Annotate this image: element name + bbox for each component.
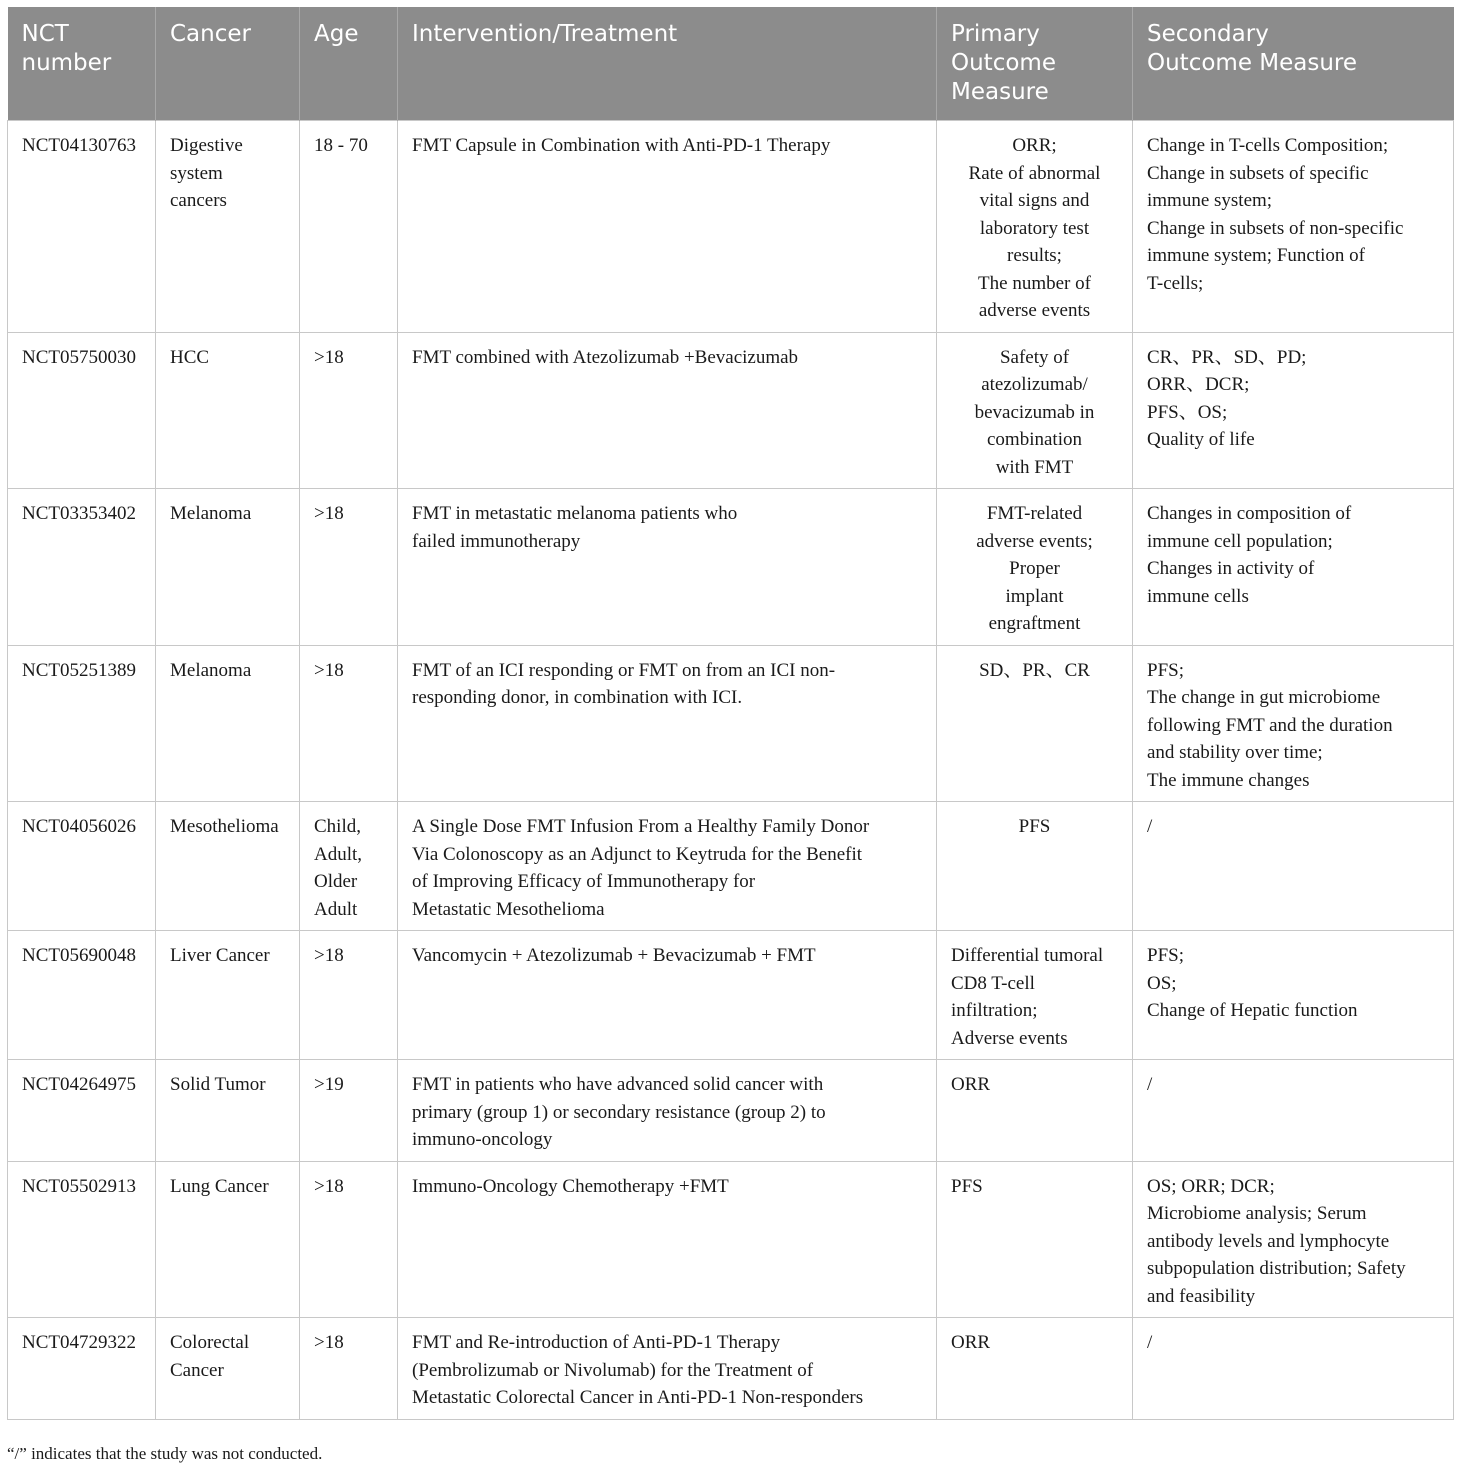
- cell-line: Lung Cancer: [170, 1175, 269, 1197]
- cell-line: The change in gut microbiome: [1147, 687, 1381, 708]
- cell-intervention: [398, 1161, 937, 1318]
- cell-line: of Improving Efficacy of Immunotherapy for: [412, 871, 756, 892]
- table-row: [8, 802, 1454, 931]
- cell-line: >18: [314, 659, 344, 681]
- header-age: [300, 7, 398, 121]
- cell-line: >18: [314, 1332, 344, 1353]
- cell-line: cancers: [170, 190, 227, 211]
- cell-primary-outcome: [937, 931, 1133, 1060]
- cell-nct-number: [8, 1161, 156, 1318]
- cell-cancer: [156, 1161, 300, 1318]
- cell-age: [300, 802, 398, 931]
- cell-line: primary (group 1) or secondary resistance (group 2) to: [412, 1101, 826, 1123]
- cell-secondary-outcome: [1133, 489, 1454, 646]
- cell-line: Changes in composition of: [1147, 503, 1352, 524]
- cell-line: Microbiome analysis; Serum: [1147, 1203, 1367, 1224]
- cell-line: Mesothelioma: [170, 816, 279, 837]
- cell-line: responding donor, in combination with ICI.: [412, 687, 743, 708]
- cell-line: Metastatic Colorectal Cancer in Anti-PD-1 Non-responders: [412, 1387, 864, 1408]
- cell-intervention: [398, 332, 937, 489]
- table-row: [8, 1161, 1454, 1318]
- cell-intervention: [398, 645, 937, 802]
- cell-line: combination: [987, 429, 1082, 450]
- cell-line: Vancomycin + Atezolizumab + Bevacizumab + FMT: [412, 945, 816, 966]
- cell-secondary-outcome: [1133, 1318, 1454, 1420]
- header-line: Outcome: [951, 50, 1056, 76]
- cell-line: SD、PR、CR: [979, 659, 1090, 681]
- cell-line: subpopulation distribution; Safety: [1147, 1258, 1406, 1279]
- header-line: Secondary: [1147, 21, 1269, 47]
- cell-line: 18 - 70: [314, 135, 368, 156]
- cell-primary-outcome: [937, 1060, 1133, 1162]
- cell-line: Child,: [314, 816, 361, 837]
- cell-line: ORR、DCR;: [1147, 374, 1250, 395]
- cell-primary-outcome: [937, 489, 1133, 646]
- table-row: [8, 1060, 1454, 1162]
- cell-line: ORR;: [1012, 135, 1057, 156]
- cell-intervention: [398, 931, 937, 1060]
- cell-line: ORR: [951, 1332, 991, 1353]
- cell-line: Changes in activity of: [1147, 558, 1315, 579]
- cell-cancer: [156, 1318, 300, 1420]
- table-row: [8, 1318, 1454, 1420]
- cell-line: Adult,: [314, 843, 363, 865]
- cell-line: >18: [314, 945, 344, 966]
- cell-age: [300, 332, 398, 489]
- cell-line: A Single Dose FMT Infusion From a Healthy Family Donor: [412, 816, 870, 837]
- cell-line: implant: [1005, 585, 1064, 607]
- cell-nct-number: [8, 121, 156, 333]
- header-primary-outcome: [937, 7, 1133, 121]
- footnote: “/” indicates that the study was not conducted.: [7, 1444, 323, 1463]
- cell-nct-number: [8, 1060, 156, 1162]
- cell-line: failed immunotherapy: [412, 530, 581, 552]
- cell-line: Quality of life: [1147, 429, 1255, 450]
- cell-line: HCC: [170, 346, 210, 368]
- table-row: [8, 121, 1454, 333]
- header-line: Outcome Measure: [1147, 50, 1358, 76]
- cell-line: adverse events;: [976, 530, 1093, 552]
- cell-line: FMT-related: [986, 503, 1083, 524]
- cell-primary-outcome: [937, 802, 1133, 931]
- cell-line: Solid Tumor: [170, 1074, 266, 1095]
- cell-line: antibody levels and lymphocyte: [1147, 1230, 1390, 1252]
- cell-line: OS;: [1147, 972, 1177, 994]
- cell-line: FMT in metastatic melanoma patients who: [412, 503, 738, 524]
- cell-secondary-outcome: [1133, 1060, 1454, 1162]
- cell-line: Adult: [314, 898, 358, 920]
- header-line: number: [21, 50, 112, 76]
- header-cancer: [156, 7, 300, 121]
- cell-line: T-cells;: [1147, 272, 1204, 294]
- table-container: [7, 7, 1453, 1420]
- header-line: Measure: [951, 79, 1049, 105]
- cell-line: NCT04056026: [22, 816, 136, 837]
- cell-line: CR、PR、SD、PD;: [1147, 346, 1307, 368]
- cell-line: PFS: [1018, 816, 1051, 837]
- cell-line: ORR: [951, 1074, 991, 1095]
- cell-nct-number: [8, 802, 156, 931]
- cell-line: FMT and Re-introduction of Anti-PD-1 Therapy: [412, 1332, 781, 1353]
- cell-intervention: [398, 1060, 937, 1162]
- cell-line: infiltration;: [951, 1000, 1038, 1021]
- cell-age: [300, 1060, 398, 1162]
- cell-line: Change in T-cells Composition;: [1147, 135, 1389, 156]
- cell-line: PFS;: [1147, 659, 1184, 681]
- cell-nct-number: [8, 931, 156, 1060]
- cell-line: and stability over time;: [1147, 742, 1323, 763]
- cell-primary-outcome: [937, 121, 1133, 333]
- cell-line: with FMT: [995, 456, 1074, 478]
- cell-line: PFS: [951, 1175, 983, 1197]
- table-row: [8, 332, 1454, 489]
- table-row: [8, 931, 1454, 1060]
- cell-line: (Pembrolizumab or Nivolumab) for the Treatment of: [412, 1359, 814, 1381]
- cell-line: >18: [314, 1175, 344, 1197]
- cell-line: bevacizumab in: [974, 401, 1095, 423]
- cell-intervention: [398, 489, 937, 646]
- cell-secondary-outcome: [1133, 931, 1454, 1060]
- cell-intervention: [398, 121, 937, 333]
- table-row: [8, 489, 1454, 646]
- cell-line: >18: [314, 503, 344, 524]
- cell-line: Liver Cancer: [170, 945, 270, 966]
- cell-line: /: [1147, 816, 1153, 837]
- header-secondary-outcome: [1133, 7, 1454, 121]
- cell-cancer: [156, 645, 300, 802]
- cell-secondary-outcome: [1133, 332, 1454, 489]
- cell-line: Immuno-Oncology Chemotherapy +FMT: [412, 1175, 729, 1197]
- cell-age: [300, 121, 398, 333]
- header-nct-number: [8, 7, 156, 121]
- cell-line: engraftment: [988, 613, 1081, 634]
- cell-line: following FMT and the duration: [1147, 714, 1393, 736]
- cell-line: and feasibility: [1147, 1285, 1256, 1307]
- cell-cancer: [156, 1060, 300, 1162]
- cell-line: NCT04130763: [22, 135, 136, 156]
- cell-secondary-outcome: [1133, 121, 1454, 333]
- cell-line: immune system; Function of: [1147, 245, 1365, 266]
- cell-nct-number: [8, 332, 156, 489]
- cell-nct-number: [8, 1318, 156, 1420]
- cell-nct-number: [8, 489, 156, 646]
- cell-line: vital signs and: [979, 190, 1090, 211]
- cell-line: Colorectal: [170, 1332, 250, 1353]
- cell-line: >19: [314, 1074, 344, 1095]
- cell-line: Via Colonoscopy as an Adjunct to Keytruda for the Benefit: [412, 843, 863, 865]
- cell-line: FMT in patients who have advanced solid cancer with: [412, 1074, 824, 1095]
- header-row: [8, 7, 1454, 121]
- cell-secondary-outcome: [1133, 645, 1454, 802]
- cell-cancer: [156, 332, 300, 489]
- cell-age: [300, 931, 398, 1060]
- cell-nct-number: [8, 645, 156, 802]
- cell-line: system: [170, 162, 223, 184]
- cell-line: FMT combined with Atezolizumab +Bevacizumab: [412, 346, 799, 368]
- cell-line: Change in subsets of non-specific: [1147, 217, 1404, 239]
- cell-line: NCT05502913: [22, 1175, 136, 1197]
- cell-line: NCT05690048: [22, 945, 136, 966]
- cell-line: NCT04729322: [22, 1332, 136, 1353]
- cell-line: /: [1147, 1074, 1153, 1095]
- cell-age: [300, 1161, 398, 1318]
- cell-cancer: [156, 802, 300, 931]
- cell-line: Change in subsets of specific: [1147, 162, 1369, 184]
- cell-line: The number of: [978, 272, 1091, 294]
- cell-line: immune cells: [1147, 585, 1249, 607]
- cell-cancer: [156, 489, 300, 646]
- header-line: Intervention/Treatment: [412, 21, 678, 47]
- cell-line: OS; ORR; DCR;: [1147, 1175, 1275, 1197]
- cell-line: Melanoma: [170, 659, 252, 681]
- cell-primary-outcome: [937, 1161, 1133, 1318]
- cell-age: [300, 1318, 398, 1420]
- cell-line: results;: [1007, 245, 1062, 266]
- cell-line: Change of Hepatic function: [1147, 1000, 1358, 1021]
- header-intervention: [398, 7, 937, 121]
- cell-line: atezolizumab/: [981, 374, 1088, 395]
- cell-line: Metastatic Mesothelioma: [412, 898, 605, 920]
- cell-primary-outcome: [937, 1318, 1133, 1420]
- cell-cancer: [156, 931, 300, 1060]
- cell-intervention: [398, 802, 937, 931]
- cell-age: [300, 489, 398, 646]
- cell-line: Adverse events: [951, 1027, 1068, 1049]
- cell-age: [300, 645, 398, 802]
- cell-line: Older: [314, 871, 358, 892]
- cell-line: NCT05750030: [22, 346, 136, 368]
- header-line: Age: [314, 21, 359, 47]
- cell-line: immune system;: [1147, 190, 1273, 211]
- cell-line: Safety of: [999, 346, 1070, 368]
- cell-line: >18: [314, 346, 344, 368]
- cell-line: Differential tumoral: [951, 945, 1104, 966]
- table-row: [8, 645, 1454, 802]
- cell-line: Cancer: [170, 1359, 224, 1381]
- cell-line: adverse events: [978, 300, 1091, 321]
- cell-cancer: [156, 121, 300, 333]
- cell-line: NCT03353402: [22, 503, 136, 524]
- header-line: NCT: [21, 21, 69, 47]
- table-body: [8, 121, 1454, 1420]
- cell-line: Proper: [1009, 558, 1060, 579]
- cell-line: FMT Capsule in Combination with Anti-PD-1 Therapy: [412, 135, 831, 156]
- clinical-trials-table: [7, 7, 1454, 1420]
- header-line: Primary: [951, 21, 1040, 47]
- cell-line: The immune changes: [1147, 769, 1310, 791]
- cell-secondary-outcome: [1133, 802, 1454, 931]
- cell-line: immuno-oncology: [412, 1129, 553, 1150]
- cell-primary-outcome: [937, 332, 1133, 489]
- cell-line: PFS、OS;: [1147, 401, 1228, 423]
- cell-line: immune cell population;: [1147, 530, 1333, 552]
- cell-line: FMT of an ICI responding or FMT on from an ICI non-: [412, 659, 836, 681]
- cell-line: /: [1147, 1332, 1153, 1353]
- cell-secondary-outcome: [1133, 1161, 1454, 1318]
- cell-line: Rate of abnormal: [968, 162, 1101, 184]
- cell-line: NCT05251389: [22, 659, 136, 681]
- cell-line: Melanoma: [170, 503, 252, 524]
- cell-line: NCT04264975: [22, 1074, 136, 1095]
- cell-line: Digestive: [170, 135, 243, 156]
- cell-line: laboratory test: [979, 217, 1090, 239]
- cell-intervention: [398, 1318, 937, 1420]
- cell-line: CD8 T-cell: [951, 972, 1035, 994]
- header-line: Cancer: [170, 21, 251, 47]
- cell-primary-outcome: [937, 645, 1133, 802]
- cell-line: PFS;: [1147, 945, 1184, 966]
